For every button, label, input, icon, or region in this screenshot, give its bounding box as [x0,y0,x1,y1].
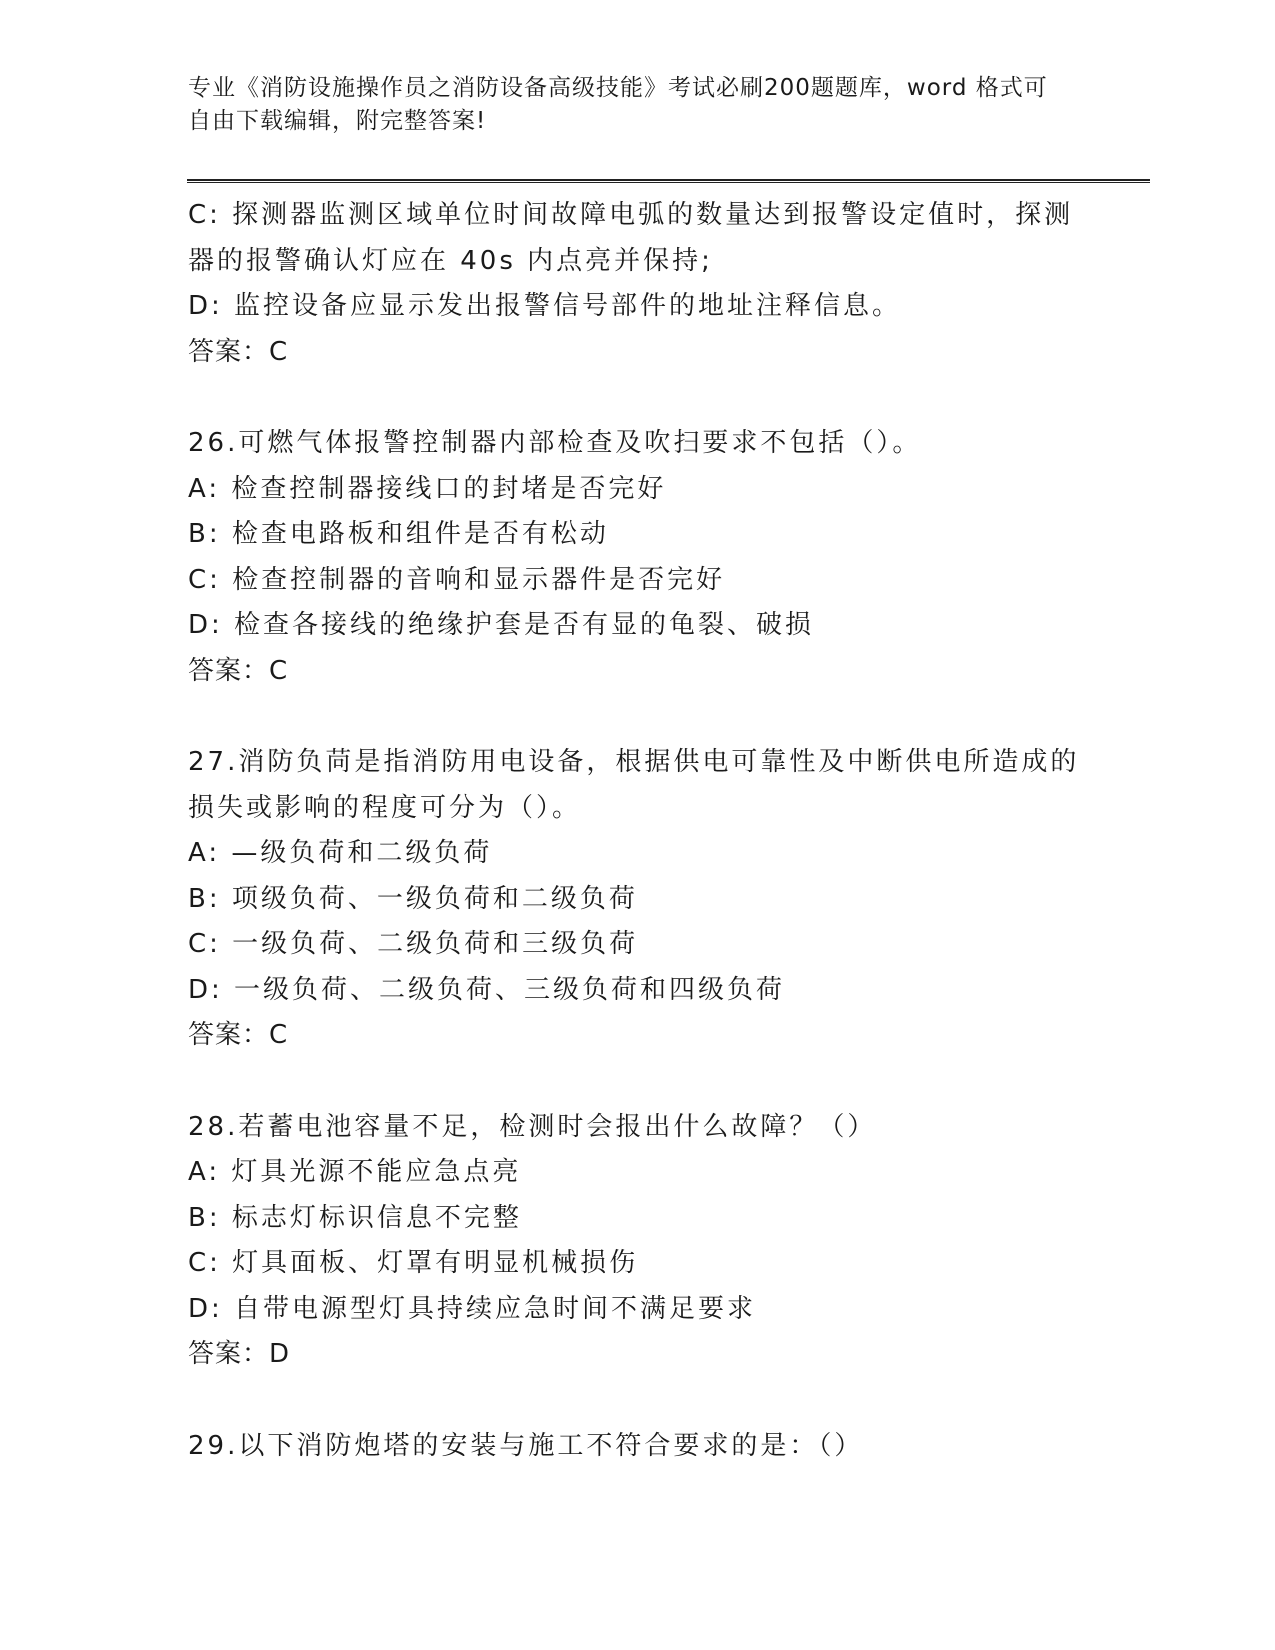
answer: 答案：C [188,655,289,686]
question-29 [188,1424,1088,1470]
document-header [188,72,1088,138]
option-d: D: 监控设备应显示发出报警信号部件的地址注释信息。 [188,291,902,321]
answer: 答案：D [188,1339,291,1369]
spacer [188,1059,1088,1105]
option-c-continued: 器的报警确认灯应在 40s 内点亮并保持; [188,245,713,276]
question-28 [188,1105,1088,1378]
option-c: C: 探测器监测区域单位时间故障电弧的数量达到报警设定值时，探测 [188,200,1074,230]
option-c: C: 一级负荷、二级负荷和三级负荷 [188,929,639,959]
question-stem: 28.若蓄电池容量不足，检测时会报出什么故障？（） [188,1111,877,1142]
answer: 答案：C [188,336,289,367]
question-26 [188,421,1088,694]
option-b: B: 标志灯标识信息不完整 [188,1202,522,1233]
question-27 [188,740,1088,1059]
question-stem-continued: 损失或影响的程度可分为（）。 [188,792,582,823]
option-c: C: 检查控制器的音响和显示器件是否完好 [188,564,726,595]
header-divider [187,179,1150,183]
option-a: A: —级负荷和二级负荷 [188,838,493,868]
question-25-continued [188,193,1088,375]
option-a: A: 灯具光源不能应急点亮 [188,1157,522,1187]
answer: 答案：C [188,1020,289,1050]
option-d: D: 一级负荷、二级负荷、三级负荷和四级负荷 [188,974,786,1005]
question-stem: 26.可燃气体报警控制器内部检查及吹扫要求不包括（）。 [188,428,922,458]
option-d: D: 检查各接线的绝缘护套是否有显的龟裂、破损 [188,610,815,640]
option-a: A: 检查控制器接线口的封堵是否完好 [188,473,667,504]
header-line-2: 自由下载编辑，附完整答案! [188,108,487,134]
header-line-1: 专业《消防设施操作员之消防设备高级技能》考试必刷200题题库，word 格式可 [188,75,1048,101]
question-stem: 29.以下消防炮塔的安装与施工不符合要求的是：（） [188,1430,864,1461]
option-d: D: 自带电源型灯具持续应急时间不满足要求 [188,1293,757,1324]
option-c: C: 灯具面板、灯罩有明显机械损伤 [188,1248,639,1278]
question-stem: 27.消防负苘是指消防用电设备，根据供电可靠性及中断供电所造成的 [188,747,1080,777]
spacer [188,375,1088,421]
option-b: B: 项级负荷、一级负荷和二级负荷 [188,883,638,914]
spacer [188,1378,1088,1424]
spacer [188,694,1088,740]
question-list [188,193,1088,1469]
option-b: B: 检查电路板和组件是否有松动 [188,519,609,549]
